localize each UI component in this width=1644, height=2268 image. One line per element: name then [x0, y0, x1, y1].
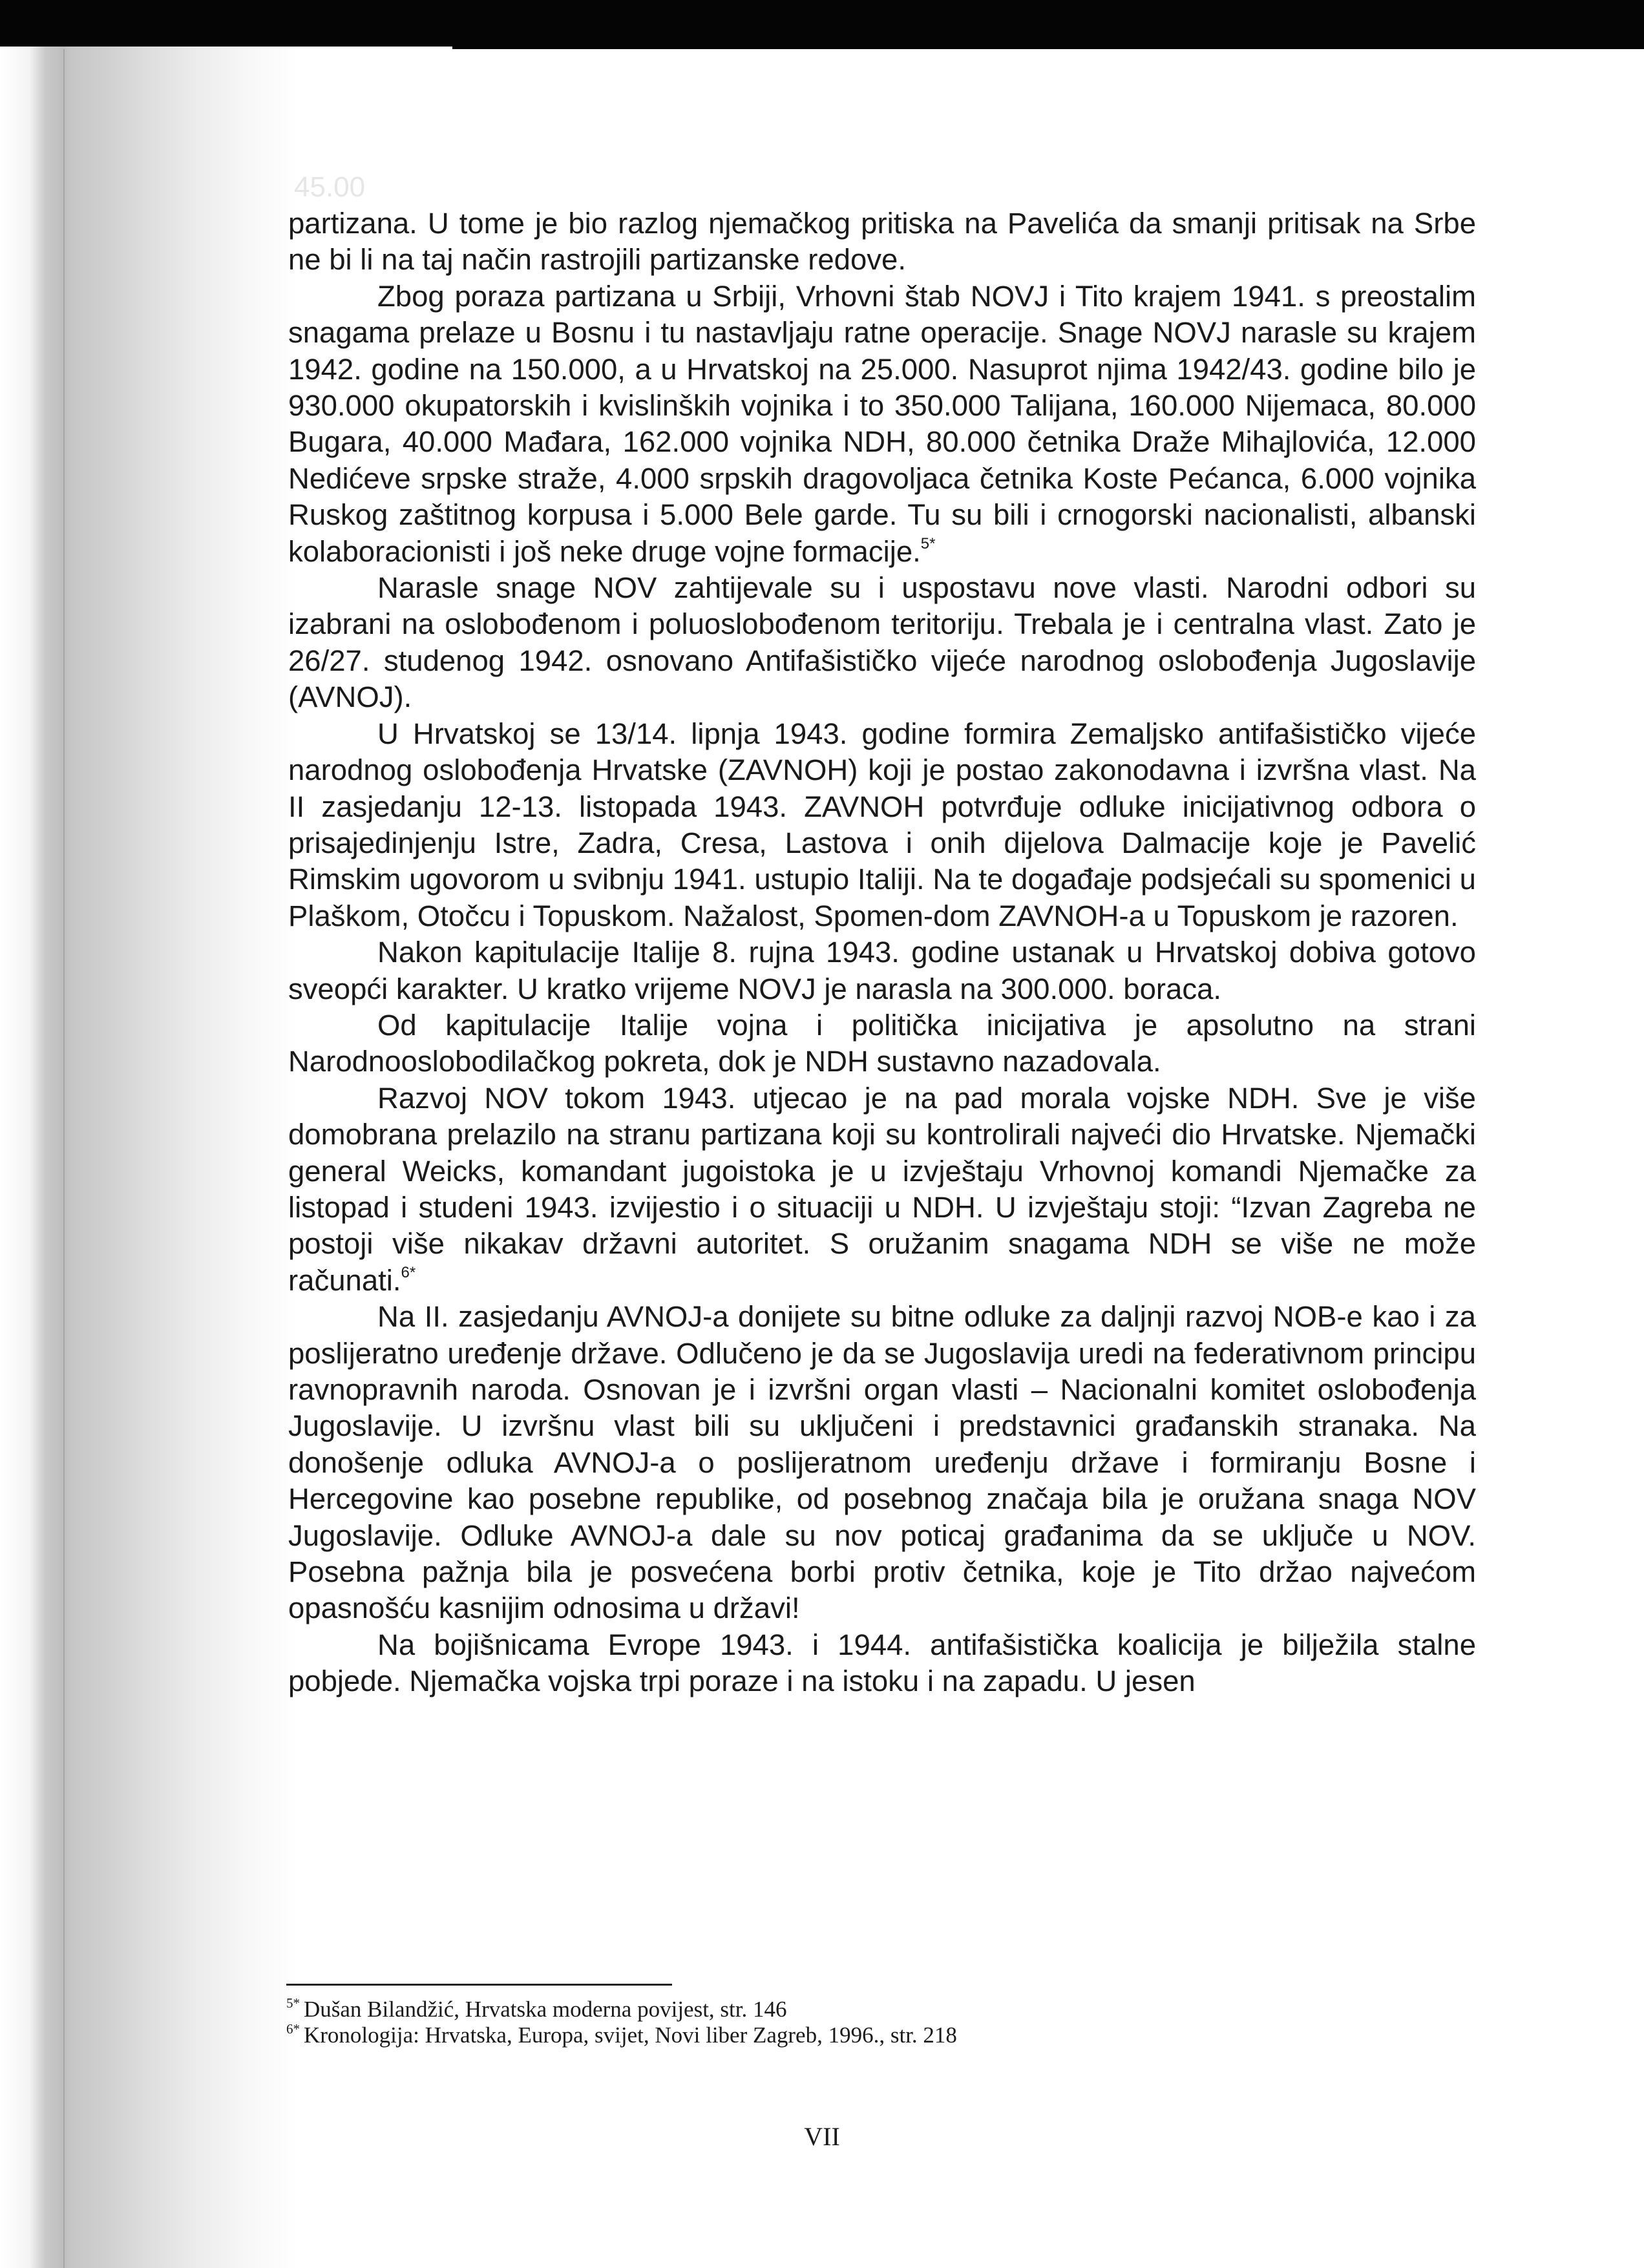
paragraph-7	[288, 1080, 1476, 1299]
paragraph-9	[288, 1627, 1476, 1700]
footnote-6	[286, 2022, 1256, 2048]
scanner-top-border	[0, 0, 1644, 49]
footnotes	[286, 1997, 1256, 2048]
paragraph-text: U Hrvatskoj se 13/14. lipnja 1943. godine formira Zemaljsko antifašističko vijeće narodnog oslobođenja Hrvatske (ZAVNOH) koji je postao zakonodavna i izvršna vlast. Na II zasjedanju 12-13. listopada 1943. ZAVNOH potvrđuje odluke inicijativnog odbora o prisajedinjenju Istre, Zadra, Cresa, Lastova i onih dijelova Dalmacije koje je Pavelić Rimskim ugovorom u svibnju 1941. ustupio Italiji. Na te događaje podsjećali su spomenici u Plaškom, Otočcu i Topuskom. Nažalost, Spomen-dom ZAVNOH-a u Topuskom je razoren.	[288, 717, 1476, 932]
paragraph-text: Razvoj NOV tokom 1943. utjecao je na pad morala vojske NDH. Sve je više domobrana prelazilo na stranu partizana koji su kontrolirali najveći dio Hrvatske. Njemački general Weicks, komandant jugoistoka je u izvještaju Vrhovnoj komandi Njemačke za listopad i studeni 1943. izvijestio i o situaciji u NDH. U izvještaju stoji: “Izvan Zagreba ne postoji više nikakav državni autoritet. S oružanim snagama NDH se više ne može računati.	[288, 1081, 1476, 1297]
paragraph-2	[288, 278, 1476, 570]
paragraph-text: Narasle snage NOV zahtijevale su i uspostavu nove vlasti. Narodni odbori su izabrani na oslobođenom i poluoslobođenom teritoriju. Trebala je i centralna vlast. Zato je 26/27. studenog 1942. osnovano Antifašističko vijeće narodnog oslobođenja Jugoslavije (AVNOJ).	[288, 571, 1476, 714]
paragraph-text: Na bojišnicama Evrope 1943. i 1944. antifašistička koalicija je bilježila stalne pobjede. Njemačka vojska trpi poraze i na istoku i na zapadu. U jesen	[288, 1628, 1476, 1698]
paragraph-text: partizana. U tome je bio razlog njemačkog pritiska na Pavelića da smanji pritisak na Srbe ne bi li na taj način rastrojili partizanske redove.	[288, 207, 1476, 277]
paragraph-text: Nakon kapitulacije Italije 8. rujna 1943. godine ustanak u Hrvatskoj dobiva gotovo sveopći karakter. U kratko vrijeme NOVJ je narasla na 300.000. boraca.	[288, 936, 1476, 1005]
footnote-marker: 5*	[286, 1995, 300, 2011]
footnote-text: Dušan Bilandžić, Hrvatska moderna povijest, str. 146	[304, 1997, 787, 2022]
footnote-ref-5[interactable]: 5*	[920, 534, 936, 552]
paragraph-8	[288, 1299, 1476, 1627]
footnote-separator	[286, 1984, 672, 1986]
paragraph-text: Zbog poraza partizana u Srbiji, Vrhovni štab NOVJ i Tito krajem 1941. s preostalim snagama prelaze u Bosnu i tu nastavljaju ratne operacije. Snage NOVJ narasle su krajem 1942. godine na 150.000, a u Hrvatskoj na 25.000. Nasuprot njima 1942/43. godine bilo je 930.000 okupatorskih i kvislinških vojnika i to 350.000 Talijana, 160.000 Nijemaca, 80.000 Bugara, 40.000 Mađara, 162.000 vojnika NDH, 80.000 četnika Draže Mihajlovića, 12.000 Nedićeve srpske straže, 4.000 srpskih dragovoljaca četnika Koste Pećanca, 6.000 vojnika Ruskog zaštitnog korpusa i 5.000 Bele garde. Tu su bili i crnogorski nacionalisti, albanski kolaboracionisti i još neke druge vojne formacije.	[288, 279, 1476, 568]
paragraph-1	[288, 205, 1476, 278]
paragraph-5	[288, 934, 1476, 1007]
footnote-5	[286, 1997, 1256, 2022]
footnote-marker: 6*	[286, 2021, 300, 2037]
paragraph-text: Od kapitulacije Italije vojna i politička inicijativa je apsolutno na strani Narodnooslobodilačkog pokreta, dok je NDH sustavno nazadovala.	[288, 1008, 1476, 1078]
footnote-text: Kronologija: Hrvatska, Europa, svijet, Novi liber Zagreb, 1996., str. 218	[304, 2022, 957, 2048]
paragraph-text: Na II. zasjedanju AVNOJ-a donijete su bitne odluke za daljnji razvoj NOB-e kao i za poslijeratno uređenje države. Odlučeno je da se Jugoslavija uredi na federativnom principu ravnopravnih naroda. Osnovan je i izvršni organ vlasti – Nacionalni komitet oslobođenja Jugoslavije. U izvršnu vlast bili su uključeni i predstavnici građanskih stranaka. Na donošenje odluka AVNOJ-a o poslijeratnom uređenju države i formiranju Bosne i Hercegovine kao posebne republike, od posebnog značaja bila je oružana snaga NOV Jugoslavije. Odluke AVNOJ-a dale su nov poticaj građanima da se uključe u NOV. Posebna pažnja bila je posvećena borbi protiv četnika, koje je Tito držao najvećom opasnošću kasnijim odnosima u državi!	[288, 1300, 1476, 1625]
book-gutter-line	[63, 49, 65, 2268]
footnote-ref-6[interactable]: 6*	[401, 1263, 416, 1281]
paragraph-3	[288, 570, 1476, 716]
page-number: VII	[804, 2122, 840, 2151]
body-text	[288, 205, 1476, 1700]
paragraph-4	[288, 716, 1476, 934]
bleed-through-text: 45.00	[294, 171, 366, 203]
paragraph-6	[288, 1007, 1476, 1080]
